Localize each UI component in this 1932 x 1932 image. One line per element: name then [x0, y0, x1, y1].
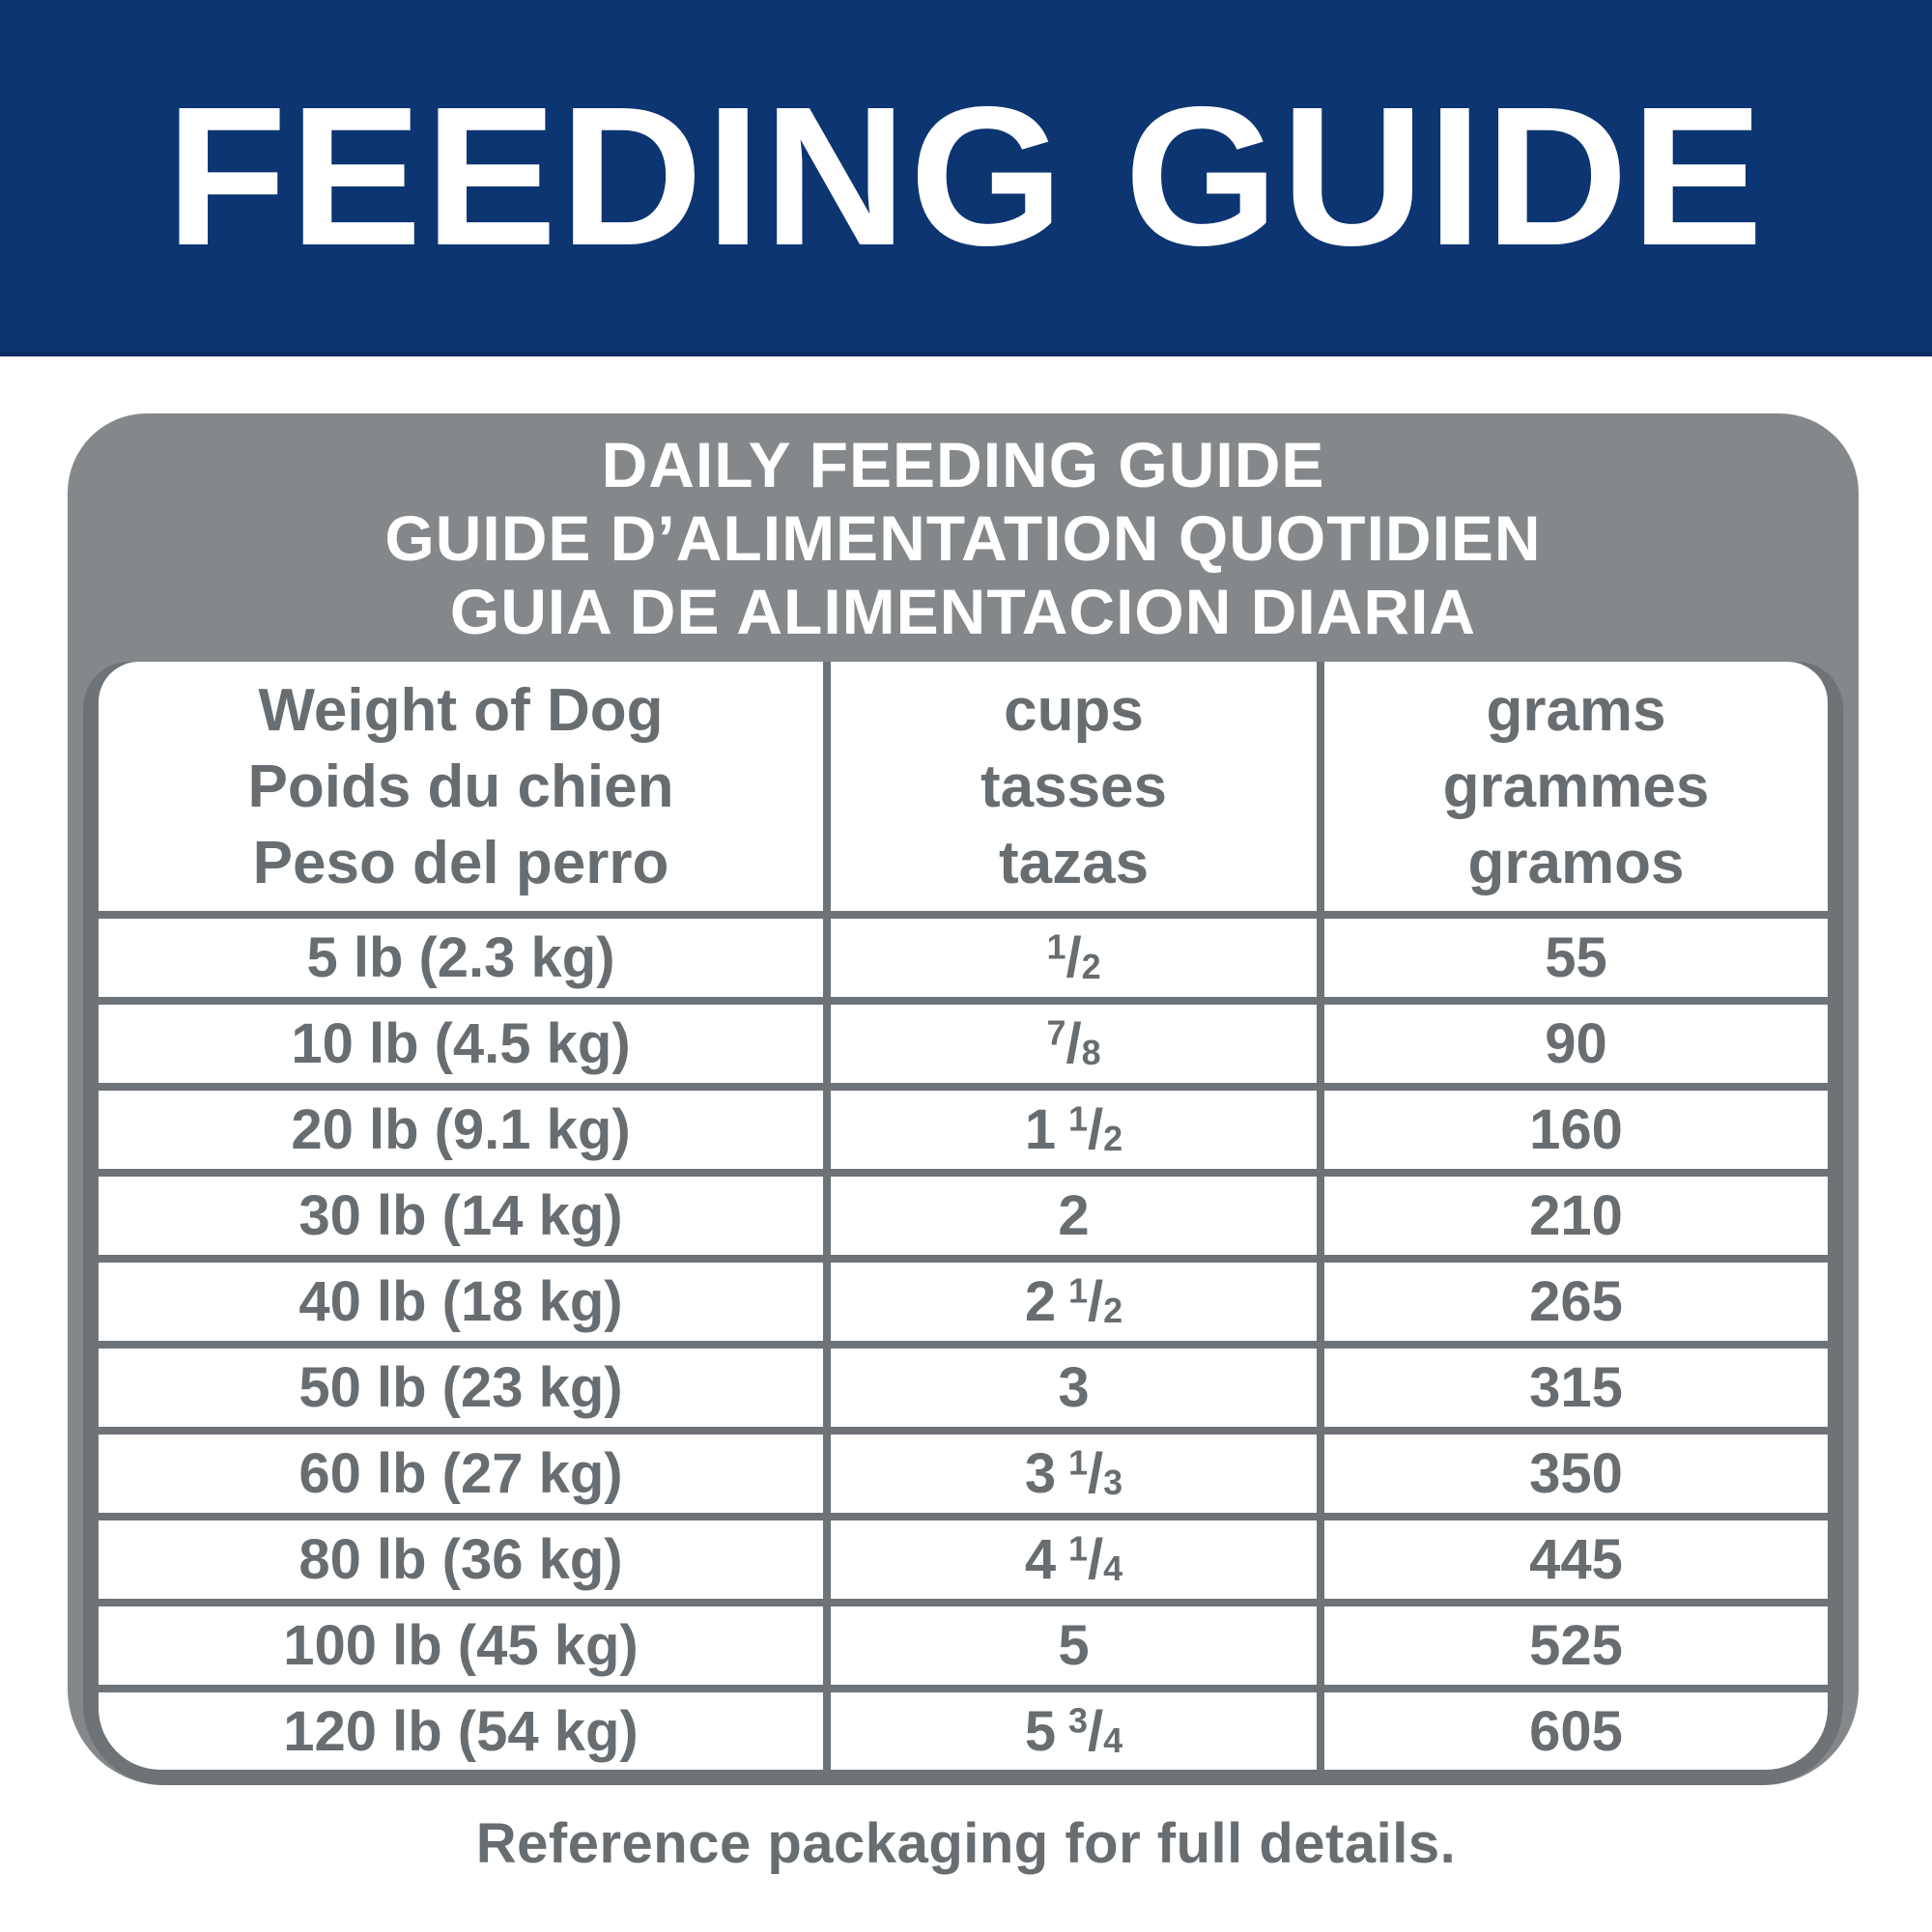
- weight-header-line-es: Peso del perro: [252, 829, 669, 896]
- grams-cell: 90: [1317, 1005, 1828, 1083]
- grams-header-line-fr: grammes: [1442, 753, 1710, 820]
- cups-whole-number: 4: [1024, 1528, 1057, 1591]
- grams-cell: 160: [1317, 1091, 1828, 1169]
- table-row: [99, 997, 1828, 1083]
- weight-cell: 40 lb (18 kg): [298, 1270, 623, 1333]
- page-title: FEEDING GUIDE: [165, 65, 1767, 287]
- cups-whole-number: 2: [1024, 1270, 1057, 1333]
- weight-column-header: [99, 662, 823, 911]
- footer-note: Reference packaging for full details.: [475, 1812, 1457, 1875]
- cups-fraction: $^1/_2$: [1046, 926, 1101, 989]
- cups-cell: [823, 1349, 1317, 1427]
- card-title-french: GUIDE D’ALIMENTATION QUOTIDIEN: [384, 501, 1542, 574]
- cups-header-line-es: tazas: [998, 829, 1150, 896]
- cups-header-line-en: cups: [1004, 676, 1144, 744]
- grams-column-header: [1317, 662, 1828, 911]
- cups-cell: [823, 919, 1317, 997]
- grams-cell: 605: [1317, 1692, 1828, 1770]
- weight-cell: 100 lb (45 kg): [283, 1614, 639, 1677]
- cups-whole-number: 3: [1058, 1356, 1090, 1419]
- cups-fraction: $^3/_4$: [1067, 1700, 1123, 1763]
- table-header-row: [99, 662, 1828, 911]
- cups-column-header: [823, 662, 1317, 911]
- weight-header-line-fr: Poids du chien: [247, 753, 674, 820]
- cups-header-line-fr: tasses: [980, 753, 1168, 820]
- table-row: [99, 1255, 1828, 1341]
- weight-cell: 10 lb (4.5 kg): [291, 1012, 631, 1075]
- cups-cell: [823, 1435, 1317, 1513]
- table-frame: [83, 662, 1843, 1785]
- cups-whole-number: 2: [1058, 1184, 1090, 1247]
- grams-cell: 315: [1317, 1349, 1828, 1427]
- cups-fraction: $^1/_4$: [1067, 1528, 1123, 1591]
- cups-fraction: $^7/_8$: [1046, 1012, 1101, 1075]
- card-title-english: DAILY FEEDING GUIDE: [601, 428, 1325, 500]
- weight-cell: 80 lb (36 kg): [298, 1528, 623, 1591]
- card-title-spanish: GUIA DE ALIMENTACION DIARIA: [449, 575, 1477, 647]
- cups-cell: [823, 1005, 1317, 1083]
- cups-fraction: $^1/_3$: [1067, 1442, 1123, 1505]
- weight-cell: 20 lb (9.1 kg): [291, 1098, 631, 1161]
- table-row: [99, 1083, 1828, 1169]
- feeding-guide-banner: [0, 0, 1932, 356]
- cups-whole-number: 5: [1024, 1700, 1057, 1763]
- table-row: [99, 1513, 1828, 1599]
- cups-whole-number: 3: [1024, 1442, 1057, 1505]
- weight-cell: 120 lb (54 kg): [283, 1700, 639, 1763]
- weight-header-line-en: Weight of Dog: [258, 676, 664, 744]
- table-row: [99, 1685, 1828, 1770]
- weight-cell: 60 lb (27 kg): [298, 1442, 623, 1505]
- cups-cell: [823, 1177, 1317, 1255]
- weight-cell: 5 lb (2.3 kg): [306, 926, 615, 989]
- cups-cell: [823, 1520, 1317, 1599]
- cups-whole-number: 5: [1058, 1614, 1090, 1677]
- grams-header-line-en: grams: [1486, 676, 1666, 744]
- table-row: [99, 1169, 1828, 1255]
- grams-cell: 445: [1317, 1520, 1828, 1599]
- cups-cell: [823, 1263, 1317, 1341]
- weight-cell: 30 lb (14 kg): [298, 1184, 623, 1247]
- weight-cell: 50 lb (23 kg): [298, 1356, 623, 1419]
- daily-guide-card: [68, 413, 1859, 1785]
- cups-cell: [823, 1091, 1317, 1169]
- cups-fraction: $^1/_2$: [1067, 1098, 1123, 1161]
- table-body: [99, 911, 1828, 1770]
- cups-cell: [823, 1692, 1317, 1770]
- cups-cell: [823, 1606, 1317, 1685]
- grams-header-line-es: gramos: [1467, 829, 1685, 896]
- grams-cell: 265: [1317, 1263, 1828, 1341]
- card-header: [68, 413, 1859, 662]
- grams-cell: 210: [1317, 1177, 1828, 1255]
- table-row: [99, 1427, 1828, 1513]
- table-row: [99, 911, 1828, 997]
- cups-whole-number: 1: [1024, 1098, 1057, 1161]
- grams-cell: 350: [1317, 1435, 1828, 1513]
- cups-fraction: $^1/_2$: [1067, 1270, 1123, 1333]
- table-row: [99, 1341, 1828, 1427]
- grams-cell: 55: [1317, 919, 1828, 997]
- table-row: [99, 1599, 1828, 1685]
- grams-cell: 525: [1317, 1606, 1828, 1685]
- feeding-table: [99, 662, 1828, 1770]
